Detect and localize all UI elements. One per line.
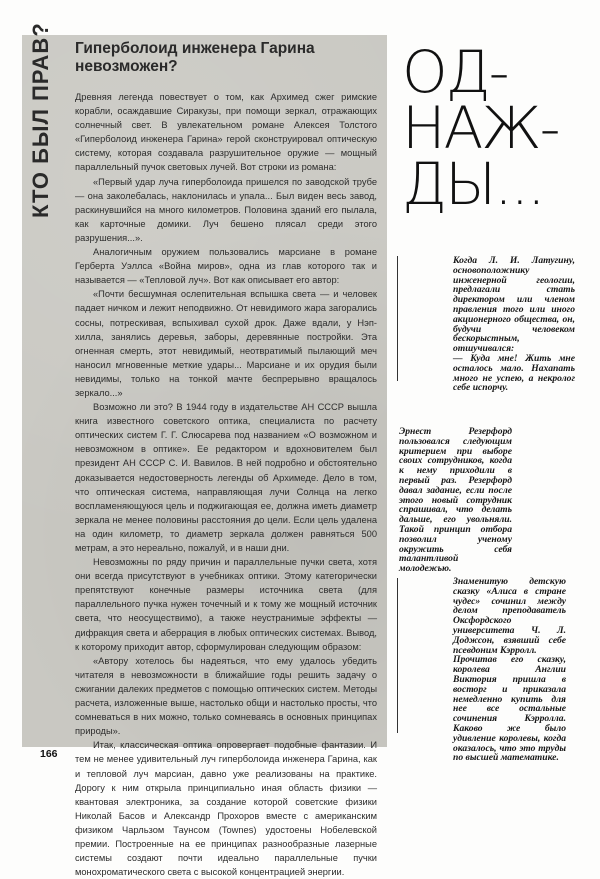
heading-line: НАЖ- <box>402 94 559 162</box>
article-quote: «Первый удар луча гиперболоида пришелся по заводской трубе — она заколебалась, наклонилась и упала... Был виден весь завод, раскинувшийся на много километров. Половина зданий его пылала, как карточные домики. Луч бешено плясал среди этого разрушения...». <box>75 176 377 243</box>
article-paragraph: Аналогичным оружием пользовались марсиане в романе Герберта Уэллса «Война миров», одна из глав которого так и называется — «Тепловой луч». Вот как описывает его автор: <box>75 247 377 286</box>
heading-line: ОД- <box>402 38 508 106</box>
anecdote-paragraph: Когда Л. И. Латугину, основоположнику инженерной геологии, предлагали стать директором или членом правления того или иного акционерного общества, он, будучи человеком бескорыстным, отшучивался: <box>453 255 575 355</box>
article-paragraph: Итак, классическая оптика опровергает подобные фантазии. И тем не менее удивительный луч гиперболоида инженера Гарина, как и тепловой луч марсиан, давно уже реализованы на практике. Дорогу к ним открыла принципиально иная область физики — квантовая электроника, за создание которой советские физики Николай Басов и Александр Прохоров вместе с американским физиком Чарльзом Таунсом (Townes) удостоены Нобелевской премии. Построенные на ее принципах разнообразные лазерные системы создают почти идеально параллельные пучки монохроматического света с высокой концентрацией энергии. <box>75 740 377 878</box>
article <box>75 40 377 879</box>
divider-rule <box>397 578 398 733</box>
page-number: 166 <box>40 748 58 760</box>
article-paragraph: Возможно ли это? В 1944 году в издательстве АН СССР вышла книга известного советского оптика, специалиста по расчету оптических систем Г. Г. Слюсарева под названием «О возможном и невозможном в оптике». Ее редактором и вдохновителем был президент АН СССР С. И. Вавилов. В ней подробно и обстоятельно доказывается недостоверность легенды об Архимеде. Дело в том, что оптическая система, направляющая лучи Солнца на легко воспламеняющуюся цель и поджигающая ее, должна иметь диаметр зеркала не менее половины расстояния до цели. Если цель удалена на один километр, то диаметр зеркала должен равняться 500 метрам, а это нереально, пожалуй, и в наши дни. <box>75 402 377 553</box>
anecdote-paragraph: Прочитав его сказку, королева Англии Виктория пришла в восторг и приказала немедленно купить для нее все остальные сочинения Кэрролла. Каково же было удивление королевы, когда оказалось, что это труды по высшей математике. <box>453 654 566 764</box>
anecdote-paragraph: Знаменитую детскую сказку «Алиса в стране чудес» сочинил между делом преподаватель Оксфордского университета Ч. Л. Доджсон, взявший себе псевдоним Кэрролл. <box>453 576 566 656</box>
anecdote-paragraph: — Куда мне! Жить мне осталось мало. Нахапать много не успею, а некролог себе испорчу. <box>453 352 575 394</box>
anecdote-rutherford <box>399 427 512 574</box>
anecdote-carroll <box>453 577 566 763</box>
article-title: Гиперболоид инженера Гарина невозможен? <box>75 40 315 75</box>
article-paragraph: Древняя легенда повествует о том, как Архимед сжег римские корабли, осаждавшие Сиракузы, при помощи зеркал, отражающих солнечный свет. В увлекательном романе Алексея Толстого «Гиперболоид инженера Гарина» герой сконструировал оптическую систему, которая создавала разрушительное оружие — мощный параллельный пучок световых лучей. Вот строки из романа: <box>75 92 377 173</box>
article-paragraph: Невозможны по ряду причин и параллельные пучки света, хотя они всегда присутствуют в учебниках оптики. Этому категорически препятствуют конечные размеры источника света (для параллельного пучка нужен точечный и к тому же мощный источник света, что неосуществимо), а также неустранимые эффекты — дифракция света и аберрация в любых оптических системах. Вывод, к которому приходит автор, сформулирован следующим образом: <box>75 557 377 652</box>
section-heading <box>402 38 559 218</box>
section-title-vertical: КТО БЫЛ ПРАВ? <box>28 22 53 218</box>
article-quote: «Автору хотелось бы надеяться, что ему удалось убедить читателя в невозможности в ближайшие годы решить задачу о сжигании далеких предметов с помощью оптических систем. Методы расчета, изложенные выше, настолько общи и настолько просты, что сомневаться в них можно, только сомневаясь в основных принципах природы». <box>75 655 377 737</box>
article-quote: «Почти бесшумная ослепительная вспышка света — и человек падает ничком и лежит неподвижно. От невидимого жара загорались сосны, потрескивая, вспыхивал сухой дрок. Даже вдали, у Нэп-хилла, занялись деревья, заборы, деревянные постройки. Эта огненная смерть, этот невидимый, неотвратимый пылающий меч наносил мгновенные меткие удары... Марсиане и их орудия были невидимы, только на тонкой мачте беспрерывно вращалось зеркало...» <box>75 289 377 398</box>
anecdote-paragraph: Эрнест Резерфорд пользовался следующим критерием при выборе своих сотрудников, когда к нему приходили в первый раз. Резерфорд давал задание, если после этого новый сотрудник спрашивал, что делать дальше, его увольняли. Такой принцип отбора позволил ученому окружить себя талантливой молодежью. <box>399 426 512 575</box>
anecdote-latugin <box>453 256 575 393</box>
heading-line: ДЫ... <box>402 150 544 218</box>
divider-rule <box>397 256 398 381</box>
